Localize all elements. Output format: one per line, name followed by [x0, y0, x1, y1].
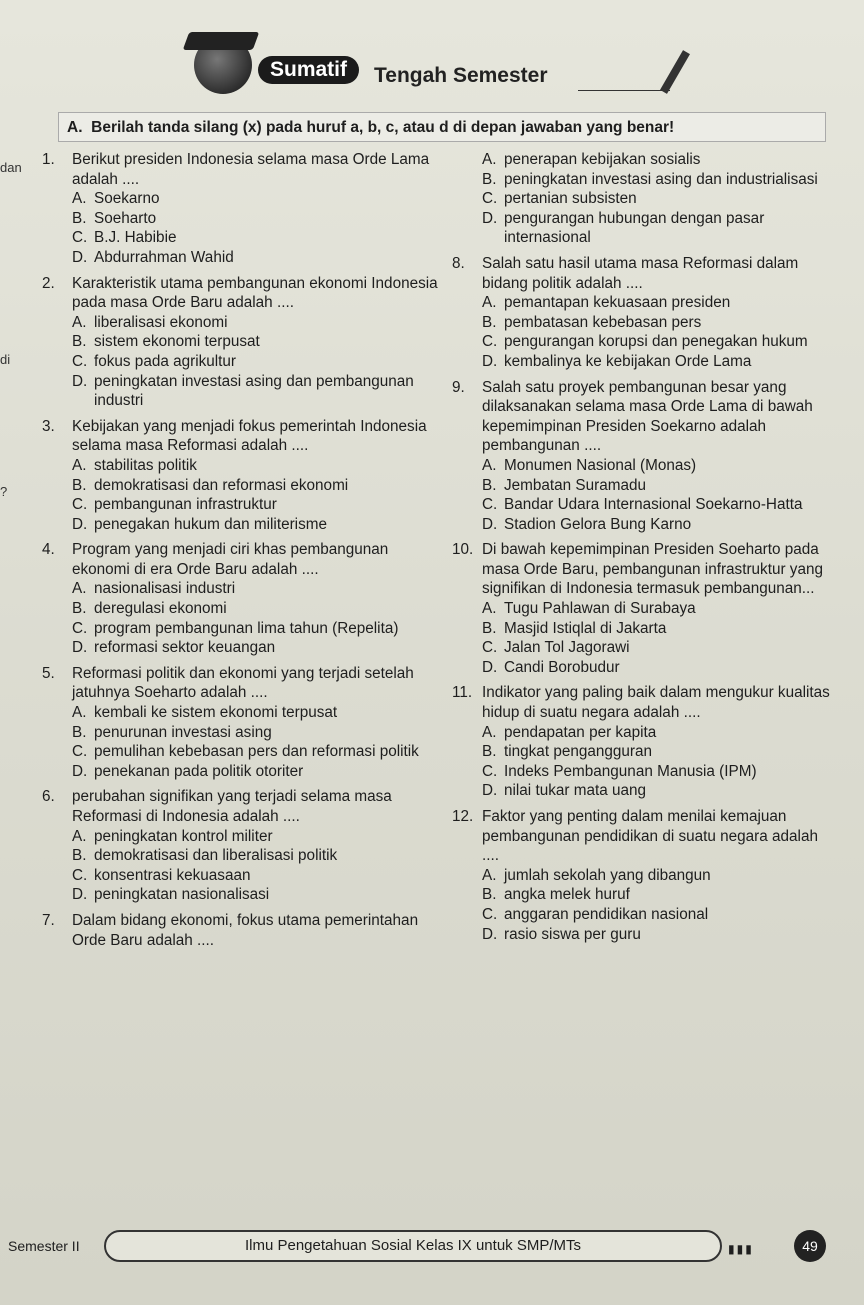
option-letter: A.: [482, 723, 497, 741]
option-letter: B.: [482, 886, 497, 904]
footer-bars-icon: ▮▮▮: [728, 1242, 754, 1256]
option-text: penegakan hukum dan militerisme: [94, 515, 327, 533]
option-letter: A.: [72, 704, 87, 722]
option-text: liberalisasi ekonomi: [94, 313, 228, 331]
page-number: 49: [794, 1230, 826, 1262]
option-text: sistem ekonomi terpusat: [94, 333, 260, 351]
question: [42, 787, 440, 905]
option-letter: C.: [72, 743, 88, 761]
option-letter: B.: [482, 619, 497, 637]
question: [452, 683, 836, 801]
question-text: Berikut presiden Indonesia selama masa Orde Lama adalah ....: [72, 151, 430, 188]
page-footer: [0, 1226, 864, 1266]
question: [42, 664, 440, 782]
option-letter: A.: [482, 600, 497, 618]
answer-option[interactable]: [42, 495, 440, 515]
answer-option[interactable]: [452, 209, 836, 248]
question-number: 5.: [42, 664, 55, 682]
option-letter: A.: [72, 190, 87, 208]
option-letter: B.: [482, 170, 497, 188]
answer-option[interactable]: [452, 781, 836, 801]
question-stem: [452, 254, 836, 293]
option-text: B.J. Habibie: [94, 229, 177, 247]
question-text: Karakteristik utama pembangunan ekonomi Indonesia pada masa Orde Baru adalah ....: [72, 274, 438, 312]
option-letter: D.: [482, 782, 498, 800]
option-text: Jalan Tol Jagorawi: [504, 639, 630, 657]
answer-option[interactable]: [42, 846, 440, 866]
option-letter: D.: [482, 658, 498, 676]
answer-option[interactable]: [452, 925, 836, 945]
option-text: deregulasi ekonomi: [94, 600, 227, 618]
question-stem: [452, 540, 836, 599]
option-letter: B.: [72, 847, 87, 865]
answer-option[interactable]: [42, 313, 440, 333]
option-text: peningkatan investasi asing dan pembangunan industri: [94, 372, 414, 410]
option-text: Masjid Istiqlal di Jakarta: [504, 619, 667, 637]
option-text: anggaran pendidikan nasional: [504, 905, 709, 923]
option-letter: C.: [482, 496, 498, 514]
question: [42, 911, 440, 950]
header-title: Tengah Semester: [374, 64, 548, 87]
option-text: Tugu Pahlawan di Surabaya: [504, 600, 696, 618]
option-text: peningkatan kontrol militer: [94, 827, 273, 845]
question-text: Salah satu hasil utama masa Reformasi dalam bidang politik adalah ....: [482, 254, 799, 292]
option-text: peningkatan nasionalisasi: [94, 886, 270, 904]
answer-option[interactable]: [42, 372, 440, 411]
option-letter: A.: [72, 580, 87, 598]
option-text: jumlah sekolah yang dibangun: [504, 866, 711, 884]
question-stem: [42, 150, 440, 189]
option-text: Jembatan Suramadu: [504, 476, 647, 494]
question-number: 8.: [452, 254, 465, 272]
margin-note: ?: [0, 484, 8, 499]
option-text: Abdurrahman Wahid: [94, 248, 234, 266]
answer-option[interactable]: [452, 742, 836, 762]
pen-icon: [660, 50, 690, 94]
option-letter: D.: [72, 762, 88, 780]
answer-option[interactable]: [452, 150, 836, 170]
option-letter: D.: [72, 886, 88, 904]
answer-option[interactable]: [42, 723, 440, 743]
answer-option[interactable]: [452, 313, 836, 333]
question-stem: [42, 274, 440, 313]
question-text: perubahan signifikan yang terjadi selama masa Reformasi di Indonesia adalah ....: [72, 788, 392, 825]
option-text: pendapatan per kapita: [504, 723, 657, 741]
option-letter: D.: [72, 248, 88, 266]
option-text: Candi Borobudur: [504, 658, 620, 676]
answer-option[interactable]: [42, 189, 440, 209]
option-text: Monumen Nasional (Monas): [504, 456, 697, 474]
option-letter: B.: [72, 600, 87, 618]
answer-option[interactable]: [452, 332, 836, 352]
answer-option[interactable]: [42, 456, 440, 476]
question-number: 12.: [452, 808, 474, 825]
answer-option[interactable]: [452, 658, 836, 678]
option-letter: D.: [72, 515, 88, 533]
option-text: nasionalisasi industri: [94, 580, 236, 598]
option-letter: B.: [482, 313, 497, 331]
question-stem: [42, 664, 440, 703]
option-letter: B.: [72, 209, 87, 227]
option-letter: A.: [482, 456, 497, 474]
answer-option[interactable]: [42, 515, 440, 535]
answer-option[interactable]: [452, 476, 836, 496]
option-letter: B.: [72, 333, 87, 351]
option-text: Indeks Pembangunan Manusia (IPM): [504, 762, 757, 780]
option-text: angka melek huruf: [504, 886, 630, 904]
answer-option[interactable]: [452, 723, 836, 743]
footer-book-title: Ilmu Pengetahuan Sosial Kelas IX untuk SMP/MTs: [104, 1230, 722, 1262]
answer-option[interactable]: [452, 352, 836, 372]
option-letter: A.: [72, 456, 87, 474]
option-letter: C.: [72, 352, 88, 370]
question-text: Indikator yang paling baik dalam mengukur kualitas hidup di suatu negara adalah ....: [482, 684, 830, 722]
question-stem: [42, 911, 440, 950]
answer-option[interactable]: [42, 352, 440, 372]
question-stem: [452, 378, 836, 456]
option-letter: B.: [482, 476, 497, 494]
header-badge: Sumatif: [258, 56, 359, 84]
answer-option[interactable]: [452, 638, 836, 658]
option-text: pembatasan kebebasan pers: [504, 313, 702, 331]
option-letter: D.: [72, 372, 88, 390]
option-text: rasio siswa per guru: [504, 925, 641, 943]
question-number: 11.: [452, 684, 473, 702]
option-text: pengurangan hubungan dengan pasar internasional: [504, 209, 765, 247]
option-text: penekanan pada politik otoriter: [94, 762, 304, 780]
option-text: pemulihan kebebasan pers dan reformasi politik: [94, 743, 419, 761]
section-text: Berilah tanda silang (x) pada huruf a, b, c, atau d di depan jawaban yang benar!: [91, 119, 675, 136]
option-text: Soekarno: [94, 190, 160, 208]
question-text: Kebijakan yang menjadi fokus pemerintah Indonesia selama masa Reformasi adalah ....: [72, 417, 427, 455]
question-number: 10.: [452, 541, 474, 559]
answer-option[interactable]: [42, 638, 440, 658]
question-text: Di bawah kepemimpinan Presiden Soeharto pada masa Orde Baru, pembangunan infrastruktur yang signifikan di Indonesia termasuk pembangunan...: [482, 541, 823, 598]
header-underline: [578, 90, 670, 91]
option-text: peningkatan investasi asing dan industrialisasi: [504, 170, 818, 188]
question-stem: [42, 540, 440, 579]
question: [452, 254, 836, 372]
question: [42, 417, 440, 535]
answer-option[interactable]: [452, 866, 836, 886]
question-stem: [452, 683, 836, 722]
answer-option[interactable]: [452, 515, 836, 535]
option-letter: A.: [482, 151, 497, 168]
option-letter: C.: [72, 619, 88, 637]
question: [452, 540, 836, 677]
option-text: penurunan investasi asing: [94, 723, 272, 741]
option-letter: B.: [482, 743, 497, 761]
right-column: [452, 150, 836, 944]
question: [42, 540, 440, 658]
option-text: tingkat pengangguran: [504, 743, 652, 761]
answer-option[interactable]: [42, 742, 440, 762]
answer-option[interactable]: [42, 332, 440, 352]
margin-note: dan: [0, 160, 22, 175]
answer-option[interactable]: [42, 476, 440, 496]
question-text: Reformasi politik dan ekonomi yang terjadi setelah jatuhnya Soeharto adalah ....: [72, 664, 414, 702]
option-text: Bandar Udara Internasional Soekarno-Hatta: [504, 496, 803, 514]
option-text: reformasi sektor keuangan: [94, 639, 276, 657]
option-letter: C.: [482, 333, 498, 351]
answer-option[interactable]: [452, 762, 836, 782]
option-letter: A.: [482, 294, 497, 312]
option-text: demokratisasi dan liberalisasi politik: [94, 847, 338, 865]
option-letter: C.: [482, 639, 498, 657]
answer-option[interactable]: [452, 495, 836, 515]
answer-option[interactable]: [42, 248, 440, 268]
option-letter: A.: [482, 866, 497, 884]
answer-option[interactable]: [452, 456, 836, 476]
cap-icon: [183, 32, 260, 50]
option-text: pertanian subsisten: [504, 190, 637, 208]
option-text: konsentrasi kekuasaan: [94, 866, 251, 884]
option-text: pemantapan kekuasaan presiden: [504, 294, 731, 312]
answer-option[interactable]: [42, 866, 440, 886]
option-text: program pembangunan lima tahun (Repelita): [94, 619, 399, 637]
option-letter: C.: [72, 866, 88, 884]
question-text: Program yang menjadi ciri khas pembangunan ekonomi di era Orde Baru adalah ....: [72, 541, 389, 578]
answer-option[interactable]: [452, 599, 836, 619]
answer-option[interactable]: [42, 599, 440, 619]
answer-option[interactable]: [42, 619, 440, 639]
question-number: 7.: [42, 911, 55, 929]
option-letter: C.: [72, 229, 88, 247]
footer-semester: Semester II: [8, 1238, 80, 1254]
option-text: pengurangan korupsi dan penegakan hukum: [504, 333, 808, 351]
option-letter: D.: [482, 209, 498, 227]
question-number: 2.: [42, 274, 55, 292]
header-banner: [186, 36, 706, 106]
answer-option[interactable]: [42, 827, 440, 847]
question: [42, 274, 440, 411]
option-letter: B.: [72, 476, 87, 494]
left-column: [42, 150, 440, 950]
section-instruction: [58, 112, 826, 142]
option-text: nilai tukar mata uang: [504, 782, 647, 800]
option-text: kembalinya ke kebijakan Orde Lama: [504, 352, 752, 370]
option-letter: C.: [482, 905, 498, 923]
option-text: demokratisasi dan reformasi ekonomi: [94, 476, 349, 494]
question-text: Dalam bidang ekonomi, fokus utama pemerintahan Orde Baru adalah ....: [72, 911, 419, 949]
answer-option[interactable]: [452, 170, 836, 190]
question-stem: [42, 787, 440, 826]
section-letter: A.: [67, 119, 83, 136]
answer-option[interactable]: [452, 619, 836, 639]
answer-option[interactable]: [42, 762, 440, 782]
margin-note: di: [0, 352, 11, 367]
option-letter: D.: [72, 639, 88, 657]
option-letter: C.: [482, 190, 498, 208]
option-letter: C.: [72, 496, 88, 514]
question-number: 6.: [42, 788, 55, 806]
question: [452, 150, 836, 248]
option-letter: D.: [482, 515, 498, 533]
answer-option[interactable]: [42, 885, 440, 905]
option-text: pembangunan infrastruktur: [94, 496, 277, 514]
option-letter: D.: [482, 925, 498, 943]
question-number: 1.: [42, 151, 55, 168]
option-text: penerapan kebijakan sosialis: [504, 151, 701, 168]
question: [452, 807, 836, 944]
option-letter: D.: [482, 352, 498, 370]
question: [42, 150, 440, 268]
question-text: Salah satu proyek pembangunan besar yang dilaksanakan selama masa Orde Lama di bawah kepemimpinan Presiden Soekarno adalah pembangunan ....: [482, 378, 813, 455]
option-text: Soeharto: [94, 209, 157, 227]
option-letter: A.: [72, 313, 87, 331]
answer-option[interactable]: [42, 703, 440, 723]
option-letter: B.: [72, 723, 87, 741]
option-text: kembali ke sistem ekonomi terpusat: [94, 704, 338, 722]
answer-option[interactable]: [42, 579, 440, 599]
question-number: 9.: [452, 378, 465, 396]
option-text: stabilitas politik: [94, 456, 197, 474]
answer-option[interactable]: [42, 209, 440, 229]
option-text: fokus pada agrikultur: [94, 352, 237, 370]
answer-option[interactable]: [452, 293, 836, 313]
question-text: Faktor yang penting dalam menilai kemajuan pembangunan pendidikan di suatu negara adalah ....: [482, 808, 818, 865]
answer-option[interactable]: [452, 885, 836, 905]
answer-option[interactable]: [42, 228, 440, 248]
question-stem: [452, 807, 836, 866]
question-stem: [42, 417, 440, 456]
answer-option[interactable]: [452, 905, 836, 925]
option-letter: A.: [72, 827, 87, 845]
question-number: 3.: [42, 417, 55, 435]
answer-option[interactable]: [452, 189, 836, 209]
option-text: Stadion Gelora Bung Karno: [504, 515, 692, 533]
question-number: 4.: [42, 541, 55, 559]
option-letter: C.: [482, 762, 498, 780]
question: [452, 378, 836, 535]
